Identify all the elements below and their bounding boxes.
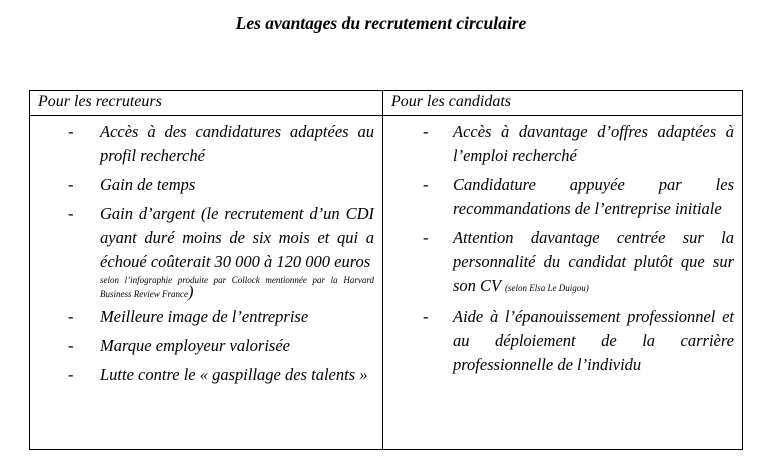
bullet-dash: -: [68, 122, 74, 141]
list-item-text: Accès à des candidatures adaptées au profil recherché: [100, 122, 374, 165]
bullet-dash: -: [68, 204, 74, 223]
recruteurs-cell: [30, 116, 383, 450]
list-item-text: Gain de temps: [100, 175, 196, 194]
recruteurs-list: [30, 120, 382, 387]
source-citation-text: selon l’infographie produite par Collock mentionnée par la Harvard Business Review France: [100, 275, 374, 299]
table-header-row: [30, 91, 743, 116]
candidats-list: [383, 120, 742, 377]
list-item: [30, 202, 382, 300]
list-item-text: [453, 226, 742, 300]
closing-parenthesis: ): [187, 282, 194, 301]
list-item: [30, 173, 382, 197]
bullet-dash: -: [68, 307, 74, 326]
bullet-dash: -: [68, 336, 74, 355]
candidats-cell: [383, 116, 743, 450]
list-item-text: Meilleure image de l’entreprise: [100, 307, 309, 326]
bullet-dash: -: [423, 307, 429, 326]
list-item: [30, 120, 382, 168]
header-recruteurs: Pour les recruteurs: [30, 91, 383, 116]
advantages-table: [29, 90, 743, 450]
list-item-text: Accès à davantage d’offres adaptées à l’emploi recherché: [453, 122, 734, 165]
list-item-main-text: Attention davantage centrée sur la personnalité du candidat plutôt que sur son CV: [453, 228, 734, 295]
list-item-text: Lutte contre le « gaspillage des talents »: [100, 365, 368, 384]
list-item-text: [100, 202, 382, 300]
document-title: Les avantages du recrutement circulaire: [235, 13, 527, 33]
list-item-text: Aide à l’épanouissement professionnel et au déploiement de la carrière professionnelle de l’individu: [453, 307, 734, 374]
bullet-dash: -: [68, 175, 74, 194]
list-item: [383, 120, 742, 168]
list-item-main-text: Gain d’argent (le recrutement d’un CDI ayant duré moins de six mois et qui a échoué coûterait 30 000 à 120 000 euros: [100, 204, 374, 271]
list-item: [383, 305, 742, 377]
bullet-dash: -: [423, 175, 429, 194]
source-citation: [100, 274, 374, 300]
bullet-dash: -: [68, 365, 74, 384]
list-item-text: Marque employeur valorisée: [100, 336, 290, 355]
list-item: [30, 363, 382, 387]
source-citation: (selon Elsa Le Duigou): [504, 283, 589, 293]
list-item: [30, 334, 382, 358]
header-candidats: Pour les candidats: [383, 91, 743, 116]
list-item: [383, 173, 742, 221]
bullet-dash: -: [423, 228, 429, 247]
list-item: [383, 226, 742, 300]
list-item: [30, 305, 382, 329]
bullet-dash: -: [423, 122, 429, 141]
list-item-text: Candidature appuyée par les recommandations de l’entreprise initiale: [453, 175, 734, 218]
table-body-row: [30, 116, 743, 450]
